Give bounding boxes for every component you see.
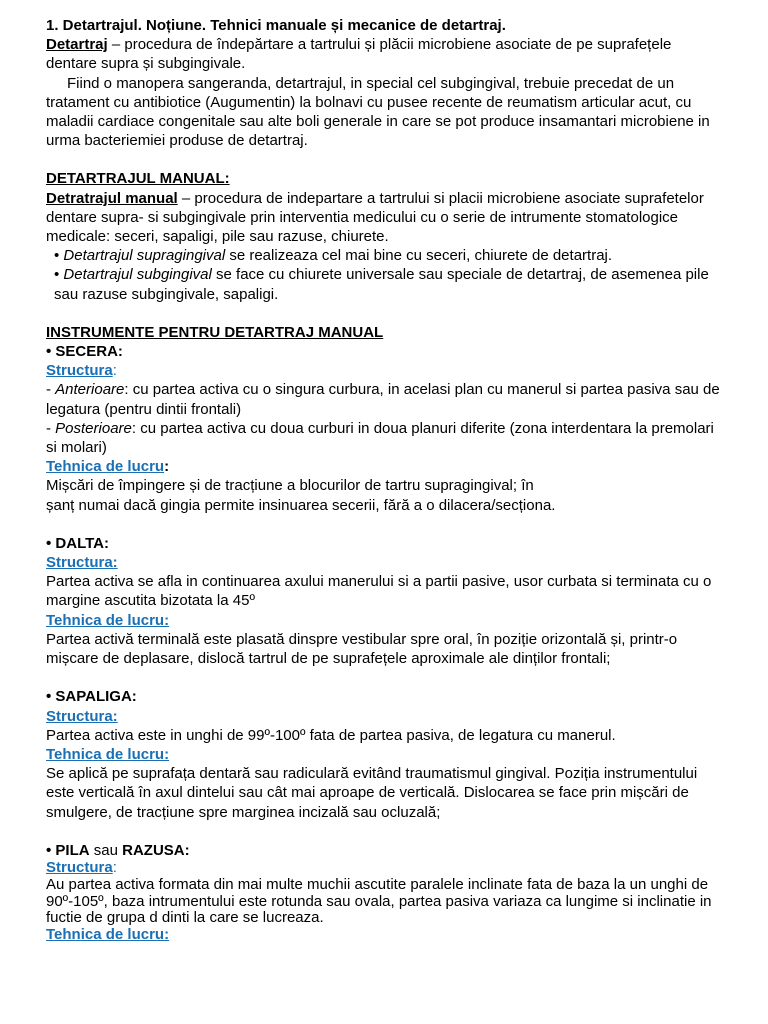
sapaliga-structura-text: Partea activa este in unghi de 99º-100º fata de partea pasiva, de legatura cu manerul. <box>46 726 616 744</box>
instruments-heading: INSTRUMENTE PENTRU DETARTRAJ MANUAL <box>46 323 384 341</box>
manual-definition <box>46 189 722 247</box>
colon: : <box>112 858 117 876</box>
dalta-structura-text: Partea activa se afla in continuarea axului manerului si a partii pasive, usor curbata si terminata cu o margine ascutita bizotata la 45º <box>46 573 712 610</box>
supragingival-text: se realizeaza cel mai bine cu seceri, chiurete de detartraj. <box>225 247 613 265</box>
anterioare-text: : cu partea activa cu o singura curbura, in acelasi plan cu manerul si partea pasiva sau de legatura (pentru dintii frontali) <box>46 381 720 418</box>
secera-anterioare <box>46 380 722 418</box>
manual-text: – procedura de indepartare a tartrului si placii microbiene asociate suprafetelor dentare supra- si subgingivale prin interventia medicului cu o serie de intrumente stomatologice medicale: seceri, sapaligi, pile sau razuse, chiurete. <box>46 189 704 246</box>
definition-paragraph <box>46 35 722 73</box>
posterioare-text: : cu partea activa cu doua curburi in doua planuri diferite (zona interdentara la premolari si molari) <box>46 419 714 457</box>
bullet-mark: • <box>54 247 64 265</box>
document-body <box>46 16 722 944</box>
dalta-heading: • DALTA: <box>46 534 110 552</box>
pila-structura-text: Au partea activa formata din mai multe muchii ascutite paralele inclinate fata de baza la un unghi de 90º-105º, baza intrumentului este rotunda sau ovala, partea pasiva variaza ca lungime si inclinatie in fuctie de grupa d dinti la care se lucreaza. <box>46 875 712 927</box>
posterioare-term: Posterioare <box>55 419 132 437</box>
page-title: 1. Detartrajul. Noțiune. Tehnici manuale și mecanice de detartraj. <box>46 17 506 34</box>
bullet-supragingival <box>46 246 722 265</box>
secera-posterioare <box>46 419 722 457</box>
dash: - <box>46 381 56 399</box>
pila-heading <box>46 841 722 860</box>
pila-structura-label <box>46 860 722 877</box>
anterioare-term: Anterioare <box>55 381 125 399</box>
manual-heading: DETARTRAJUL MANUAL: <box>46 170 230 188</box>
antibiotic-paragraph: Fiind o manopera sangeranda, detartrajul, in special cel subgingival, trebuie precedat de un tratament cu antibiotice (Augumentin) la bolnavi cu pusee recente de reumatism articular acut, cu maladii cardiace congenitale sau alte boli generale in care se pot produce insamantari microbiene in urma bacteriemiei produse de detartraj. <box>46 74 710 150</box>
sapaliga-structura-label: Structura: <box>46 707 118 725</box>
secera-structura-link: Structura <box>46 362 113 380</box>
sapaliga-tehnica-text: Se aplică pe suprafața dentară sau radiculară evitând traumatismul gingival. Poziția instrumentului este verticală în axul dintelui sau cât mai aproape de verticală. Dislocarea se face prin mișcări de smulgere, de tracțiune spre marginea incizală sau ocluzală; <box>46 765 698 821</box>
bullet-subgingival <box>46 265 722 303</box>
secera-heading: • SECERA: <box>46 343 123 361</box>
bullet-mark: • <box>46 841 56 859</box>
sapaliga-tehnica-label: Tehnica de lucru: <box>46 745 170 763</box>
secera-structura-label <box>46 361 722 380</box>
secera-tehnica-line2: șanț numai dacă gingia permite insinuarea secerii, fără a o dilacera/secționa. <box>46 496 556 514</box>
definition-term: Detartraj <box>46 36 108 54</box>
razusa-label: RAZUSA: <box>122 841 190 859</box>
secera-tehnica-line1: Mișcări de împingere și de tracțiune a blocurilor de tartru supragingival; în <box>46 477 534 495</box>
pila-label: PILA <box>55 841 90 859</box>
sau-label: sau <box>89 841 123 859</box>
secera-tehnica-link: Tehnica de lucru <box>46 458 165 476</box>
dalta-structura-label: Structura: <box>46 554 118 572</box>
dalta-tehnica-text: Partea activă terminală este plasată dinspre vestibular spre oral, în poziție orizontală și, printr-o mișcare de deplasare, dislocă tartrul de pe suprafețele aproximale ale dinților frontali; <box>46 630 678 668</box>
manual-term: Detratrajul manual <box>46 189 178 207</box>
dalta-tehnica-label: Tehnica de lucru: <box>46 611 170 629</box>
definition-text: – procedura de îndepărtare a tartrului și plăcii microbiene asociate de pe suprafețele dentare supra și subgingivale. <box>46 36 672 73</box>
secera-tehnica-label <box>46 457 722 476</box>
pila-tehnica-label: Tehnica de lucru: <box>46 926 170 944</box>
dash: - <box>46 419 56 437</box>
sapaliga-heading: • SAPALIGA: <box>46 688 137 706</box>
subgingival-text: se face cu chiurete universale sau speciale de detartraj, de asemenea pile sau razuse subgingivale, sapaligi. <box>54 266 709 303</box>
colon: : <box>112 362 117 380</box>
pila-structura-link: Structura <box>46 858 113 876</box>
supragingival-term: Detartrajul supragingival <box>63 247 226 265</box>
colon: : <box>164 458 170 476</box>
subgingival-term: Detartrajul subgingival <box>63 266 212 284</box>
bullet-mark: • <box>54 266 64 284</box>
